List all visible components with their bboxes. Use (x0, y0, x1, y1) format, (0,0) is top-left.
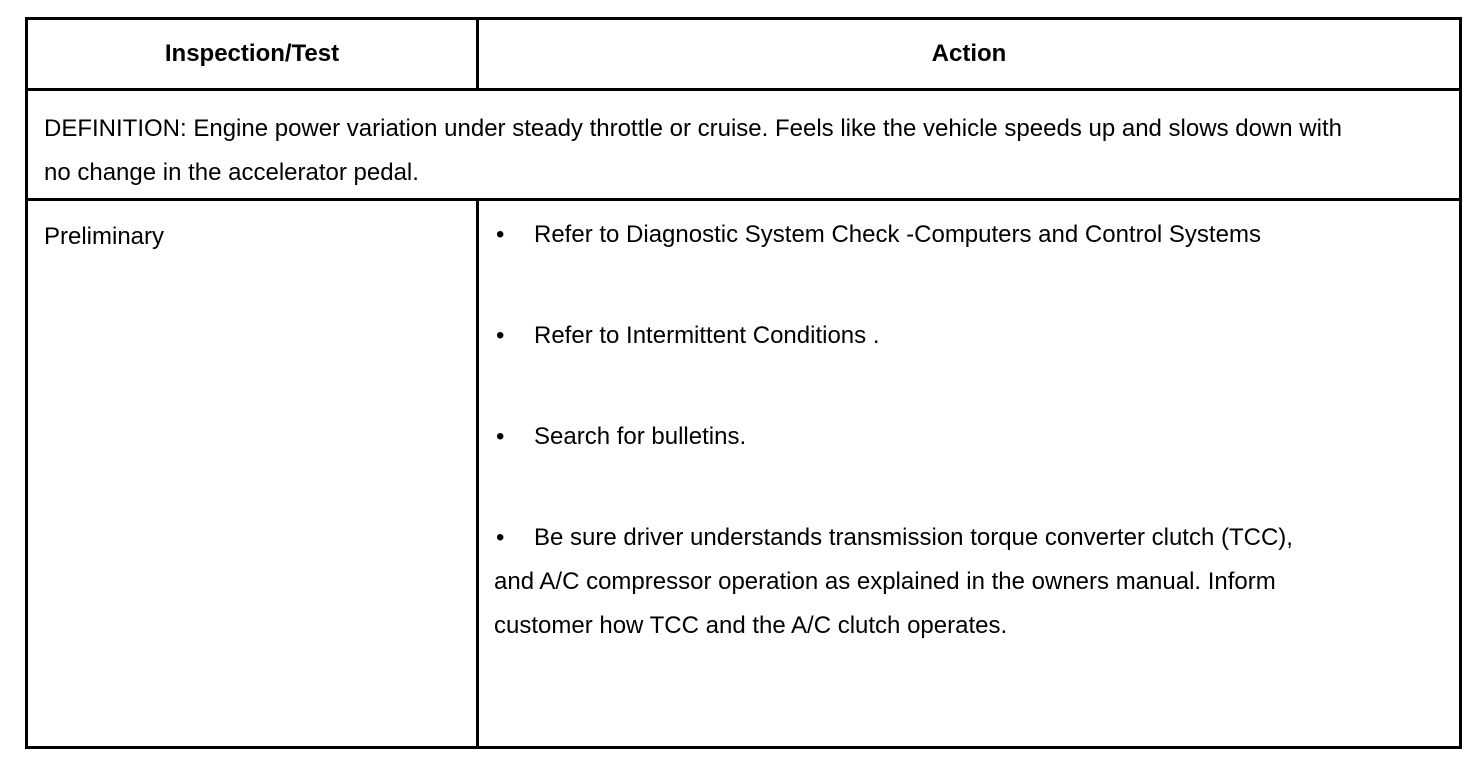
header-inspection-test: Inspection/Test (164, 40, 340, 67)
column-divider (476, 201, 479, 746)
bullet-icon: • (496, 322, 505, 349)
diagnostic-table (25, 17, 1462, 749)
action-text: Refer to Diagnostic System Check -Computers and Control Systems (534, 221, 1261, 248)
bullet-icon: • (496, 524, 505, 551)
definition-text: DEFINITION: Engine power variation under steady throttle or cruise. Feels like the vehicle speeds up and slows down with no change in the accelerator pedal. (44, 115, 1342, 186)
action-item (494, 314, 1324, 358)
action-cell (494, 223, 1324, 705)
bullet-icon: • (496, 221, 505, 248)
action-item (494, 415, 1324, 459)
action-item (494, 213, 1324, 257)
action-text: Be sure driver understands transmission torque converter clutch (TCC), and A/C compressor operation as explained in the owners manual. Inform customer how TCC and the A/C clutch operates. (494, 524, 1293, 639)
table-row (28, 201, 1459, 746)
inspection-cell: Preliminary (44, 223, 165, 250)
action-item (494, 516, 1324, 648)
definition-row (28, 91, 1459, 201)
bullet-icon: • (496, 423, 505, 450)
action-text: Search for bulletins. (534, 423, 747, 450)
table-header-row (28, 20, 1459, 91)
header-action: Action (931, 40, 1007, 67)
action-text: Refer to Intermittent Conditions . (534, 322, 880, 349)
